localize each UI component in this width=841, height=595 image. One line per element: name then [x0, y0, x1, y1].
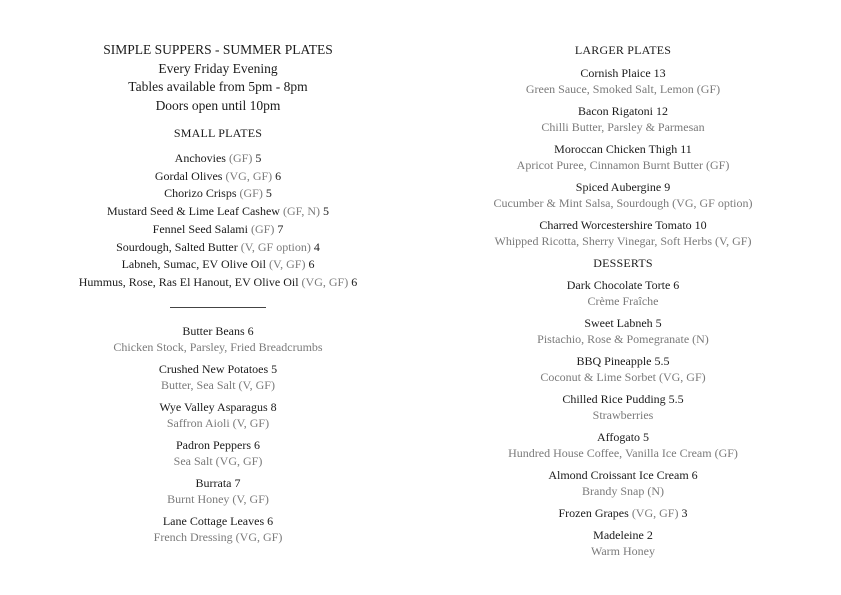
- item-description: Cucumber & Mint Salsa, Sourdough (VG, GF option): [493, 196, 753, 210]
- item-description: Chicken Stock, Parsley, Fried Breadcrumbs: [113, 339, 323, 354]
- item-name: Dark Chocolate Torte 6: [566, 278, 680, 292]
- item-description: Sea Salt (VG, GF): [173, 453, 263, 468]
- item-price: 5: [255, 151, 262, 165]
- item-description: Whipped Ricotta, Sherry Vinegar, Soft Herbs (V, GF): [494, 234, 752, 248]
- item-description: Warm Honey: [590, 544, 655, 558]
- item-name: Bacon Rigatoni 12: [578, 104, 668, 118]
- item-name: Moroccan Chicken Thigh 11: [554, 142, 692, 156]
- menu-item: [473, 179, 773, 211]
- item-name: BBQ Pineapple 5.5: [576, 354, 670, 368]
- item-description: Brandy Snap (N): [582, 484, 664, 498]
- menu-title: SIMPLE SUPPERS - SUMMER PLATES: [103, 42, 333, 57]
- item-price: 3: [681, 506, 688, 520]
- menu-item: [473, 429, 773, 461]
- menu-item: [60, 221, 376, 239]
- menu-item: [473, 505, 773, 521]
- item-description: Crème Fraîche: [587, 294, 659, 308]
- item-name: Almond Croissant Ice Cream 6: [548, 468, 698, 482]
- menu-item: [60, 475, 376, 507]
- sides-list: [60, 323, 376, 545]
- menu-times: Tables available from 5pm - 8pm: [128, 79, 308, 94]
- divider: [170, 307, 266, 308]
- section-heading-desserts: DESSERTS: [593, 256, 653, 270]
- item-description: Apricot Puree, Cinnamon Burnt Butter (GF): [516, 158, 730, 172]
- menu-item: [473, 65, 773, 97]
- item-name: Chilled Rice Pudding 5.5: [562, 392, 684, 406]
- menu-item: [473, 217, 773, 249]
- item-name: Burrata 7: [195, 475, 241, 490]
- item-name: Spiced Aubergine 9: [575, 180, 671, 194]
- item-description: Burnt Honey (V, GF): [167, 491, 269, 506]
- menu-subtitle: Every Friday Evening: [158, 60, 278, 76]
- menu-item: [60, 256, 376, 274]
- menu-item: [60, 203, 376, 221]
- item-description: Strawberries: [592, 408, 654, 422]
- desserts-list: [473, 277, 773, 559]
- menu-doors: Doors open until 10pm: [155, 97, 281, 113]
- item-name: Sourdough, Salted Butter: [116, 239, 238, 254]
- item-name: Sweet Labneh 5: [584, 316, 662, 330]
- item-description: Chilli Butter, Parsley & Parmesan: [541, 120, 705, 134]
- item-name: Crushed New Potatoes 5: [158, 361, 278, 376]
- item-name: Affogato 5: [596, 430, 650, 444]
- item-name: Wye Valley Asparagus 8: [159, 399, 277, 414]
- menu-item: [473, 467, 773, 499]
- section-heading-small-plates: SMALL PLATES: [173, 126, 263, 140]
- left-column: [60, 41, 376, 551]
- menu-item: [60, 323, 376, 355]
- menu-item: [473, 315, 773, 347]
- item-name: Mustard Seed & Lime Leaf Cashew: [107, 204, 280, 219]
- item-name: Labneh, Sumac, EV Olive Oil: [121, 257, 266, 272]
- menu-item: [60, 150, 376, 168]
- item-name: Padron Peppers 6: [176, 437, 260, 452]
- menu-item: [60, 239, 376, 257]
- item-tags: (VG, GF): [225, 168, 273, 183]
- menu-item: [60, 399, 376, 431]
- item-tags: (GF): [228, 151, 253, 165]
- item-name: Charred Worcestershire Tomato 10: [539, 218, 707, 232]
- section-heading-larger-plates: LARGER PLATES: [574, 43, 672, 57]
- item-price: 7: [277, 221, 284, 236]
- item-name: Hummus, Rose, Ras El Hanout, EV Olive Oil: [78, 274, 299, 289]
- item-tags: (V, GF option): [240, 239, 311, 254]
- item-description: Pistachio, Rose & Pomegranate (N): [537, 332, 709, 346]
- menu-item: [60, 513, 376, 545]
- item-description: Butter, Sea Salt (V, GF): [161, 377, 275, 392]
- item-name: Frozen Grapes: [558, 506, 629, 520]
- item-name: Lane Cottage Leaves 6: [162, 513, 274, 528]
- item-price: 6: [351, 274, 358, 289]
- item-description: French Dressing (VG, GF): [153, 529, 283, 544]
- item-tags: (V, GF): [268, 257, 306, 272]
- item-price: 6: [308, 257, 315, 272]
- item-price: 5: [265, 186, 272, 201]
- menu-item: [473, 103, 773, 135]
- item-name: Cornish Plaice 13: [580, 66, 666, 80]
- larger-plates-list: [473, 65, 773, 249]
- menu-item: [60, 437, 376, 469]
- item-tags: (GF, N): [282, 204, 320, 219]
- item-name: Chorizo Crisps: [164, 186, 237, 201]
- item-price: 6: [275, 168, 282, 183]
- item-name: Butter Beans 6: [182, 323, 254, 338]
- menu-item: [60, 274, 376, 292]
- menu-item: [60, 185, 376, 203]
- item-description: Coconut & Lime Sorbet (VG, GF): [540, 370, 706, 384]
- menu-item: [473, 277, 773, 309]
- item-name: Fennel Seed Salami: [152, 221, 248, 236]
- item-tags: (VG, GF): [631, 506, 679, 520]
- menu-item: [473, 141, 773, 173]
- item-name: Anchovies: [174, 151, 226, 165]
- item-description: Hundred House Coffee, Vanilla Ice Cream (GF): [508, 446, 738, 460]
- menu-item: [473, 353, 773, 385]
- menu-item: [473, 527, 773, 559]
- item-price: 4: [313, 239, 320, 254]
- menu-header: [60, 41, 376, 115]
- menu-item: [60, 168, 376, 186]
- item-name: Gordal Olives: [154, 168, 223, 183]
- right-column: [473, 41, 773, 565]
- item-tags: (GF): [250, 221, 275, 236]
- item-name: Madeleine 2: [593, 528, 653, 542]
- item-description: Green Sauce, Smoked Salt, Lemon (GF): [525, 82, 721, 96]
- item-description: Saffron Aioli (V, GF): [166, 415, 270, 430]
- menu-item: [60, 361, 376, 393]
- item-price: 5: [323, 204, 329, 219]
- item-tags: (VG, GF): [301, 274, 349, 289]
- small-plates-list: [60, 150, 376, 292]
- menu-item: [473, 391, 773, 423]
- item-tags: (GF): [239, 186, 263, 201]
